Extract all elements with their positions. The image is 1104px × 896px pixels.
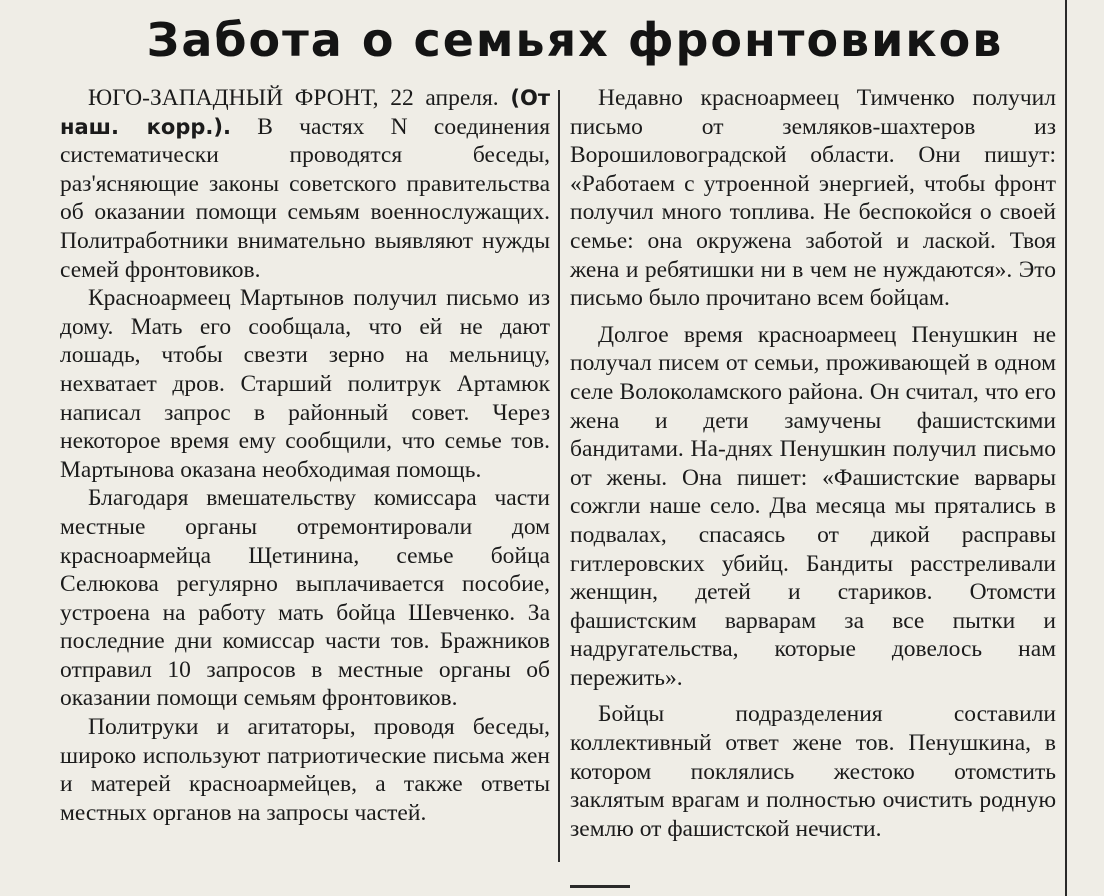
article-paragraph: Красноармеец Мартынов получил письмо из дому. Мать его сообщала, что ей не дают лошадь, чтобы свезти зерно на мельницу, нехватает дров. Старший политрук Артамюк написал запрос в районный совет. Через некоторое время ему сообщили, что семье тов. Мартынова оказана необходимая помощь. (60, 285, 550, 483)
article-column-right (570, 84, 1056, 843)
byline: (От наш. корр.). (60, 86, 550, 139)
column-divider (558, 90, 560, 862)
article-paragraph: Недавно красноармеец Тимченко получил письмо от земляков-шахтеров из Ворошиловоградской области. Они пишут: «Работаем с утроенной энергией, чтобы фронт получил много топлива. Не беспокойся о своей семье: она окружена заботой и лаской. Твоя жена и ребятишки ни в чем не нуждаются». Это письмо было прочитано всем бойцам. (570, 85, 1056, 312)
article-paragraph: Политруки и агитаторы, проводя беседы, широко используют патриотические письма жен и матерей красноармейцев, а также ответы местных органов на запросы частей. (60, 714, 550, 826)
page-column-rule (1065, 0, 1067, 896)
article-paragraph: Бойцы подразделения составили коллективный ответ жене тов. Пенушкина, в котором поклялись жестоко отомстить заклятым врагам и полностью очистить родную землю от фашистской нечисти. (570, 701, 1056, 842)
paragraph-text: В частях N соединения систематически проводятся беседы, раз'ясняющие законы советского правительства об оказании помощи семьям военнослужащих. Политработники внимательно выявляют нужды семей фронтовиков. (60, 113, 550, 283)
article-paragraph: Долгое время красноармеец Пенушкин не получал писем от семьи, проживающей в одном селе Волоколамского района. Он считал, что его жена и дети замучены фашистскими бандитами. На-днях Пенушкин получил письмо от жены. Она пишет: «Фашистские варвары сожгли наше село. Два месяца мы прятались в подвалах, спасаясь от дикой расправы гитлеровских убийц. Бандиты расстреливали женщин, детей и стариков. Отомсти фашистским варварам за все пытки и надругательства, которые довелось нам пережить». (570, 321, 1056, 691)
article-title: Забота о семьях фронтовиков (146, 13, 1004, 67)
article-column-left (60, 84, 550, 827)
dateline: ЮГО-ЗАПАДНЫЙ ФРОНТ, 22 апреля. (88, 85, 499, 111)
article-paragraph (60, 84, 550, 284)
article-end-rule (570, 885, 630, 888)
article-paragraph: Благодаря вмешательству комиссара части местные органы отремонтировали дом красноармейца Щетинина, семье бойца Селюкова регулярно выплачивается пособие, устроена на работу мать бойца Шевченко. За последние дни комиссар части тов. Бражников отправил 10 запросов в местные органы об оказании помощи семьям фронтовиков. (60, 485, 550, 712)
